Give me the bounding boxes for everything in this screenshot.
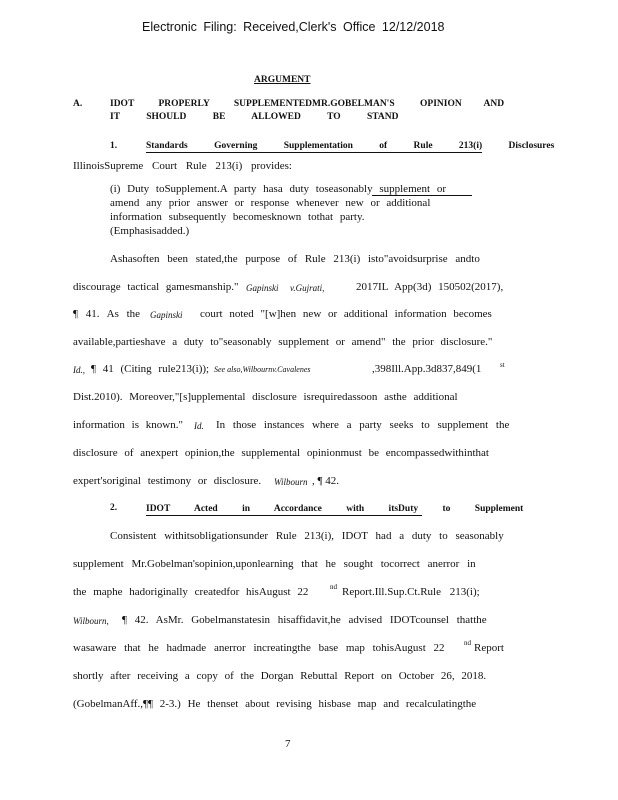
cite-gujrati: v.Gujrati, <box>290 283 325 293</box>
para2-line-7: (GobelmanAff.,¶¶ 2-3.) He thenset about revising hisbase map and recalculatingthe <box>73 698 477 710</box>
cite-wilbourn-2: Wilbourn, <box>73 616 109 626</box>
cite-id-1: Id., <box>73 365 85 375</box>
para2-line-5b: Report <box>474 642 504 654</box>
para2-line-4: ¶ 42. AsMr. Gobelmanstatesin hisaffidavit,he advised IDOTcounsel thatthe <box>122 614 487 626</box>
sub1-underline <box>146 152 482 153</box>
superscript-st: st <box>500 361 505 369</box>
para2-line-6: shortly after receiving a copy of the Dorgan Rebuttal Report on October 26, 2018. <box>73 670 487 682</box>
sub2-title: IDOT Acted in Accordance with itsDuty to Supplement <box>146 504 524 514</box>
para2-line-5: wasaware that he hadmade anerror increatingthe base map tohisAugust 22 <box>73 642 445 654</box>
sub1-title: Standards Governing Supplementation of Rule 213(i) Disclosures <box>146 141 555 151</box>
section-a-title-line2: IT SHOULD BE ALLOWED TO STAND <box>110 112 399 122</box>
para1-line-5-cite: ,398Ill.App.3d837,849(1 <box>372 363 482 375</box>
rule-intro: IllinoisSupreme Court Rule 213(i) provides: <box>73 160 292 172</box>
quote-line-2: amend any prior answer or response whenever new or additional <box>110 197 431 209</box>
argument-heading: ARGUMENT <box>254 75 311 85</box>
para2-line-3b: Report.Ill.Sup.Ct.Rule 213(i); <box>342 586 480 598</box>
quote-line-4: (Emphasisadded.) <box>110 225 190 237</box>
section-a-letter: A. <box>73 99 83 109</box>
cite-wilbourn: Wilbourn <box>274 477 308 487</box>
quote-line-3: information subsequently becomesknown tothat party. <box>110 211 365 223</box>
para2-line-3: the maphe hadoriginally createdfor hisAugust 22 <box>73 586 309 598</box>
para1-line-8: disclosure of anexpert opinion,the supplemental opinionmust be encompassedwithinthat <box>73 447 489 459</box>
superscript-nd-1: nd <box>330 583 337 591</box>
para1-line-2-cite: 2017IL App(3d) 150502(2017), <box>356 281 504 293</box>
para1-line-7b: In those instances where a party seeks to supplement the <box>216 419 510 431</box>
sub2-underline <box>146 515 422 516</box>
section-a-title-line1-right: OPINION AND <box>420 99 505 109</box>
filing-header: Electronic Filing: Received,Clerk's Office 12/12/2018 <box>142 20 445 34</box>
quote-line-1: (i) Duty toSupplement.A party hasa duty toseasonably supplement or <box>110 183 446 195</box>
sub1-number: 1. <box>110 141 118 151</box>
para1-line-6: Dist.2010). Moreover,"[s]upplemental disclosure isrequiredassoon asthe additional <box>73 391 458 403</box>
para1-line-7: information is known." <box>73 419 183 431</box>
page-number: 7 <box>285 738 291 750</box>
para2-line-1: Consistent withitsobligationsunder Rule 213(i), IDOT had a duty to seasonably <box>110 530 504 542</box>
para1-line-4: available,partieshave a duty to"seasonably supplement or amend" the prior disclosure." <box>73 336 493 348</box>
cite-gapinski: Gapinski <box>246 283 279 293</box>
section-a-title-line1: IDOT PROPERLY SUPPLEMENTEDMR.GOBELMAN'S <box>110 99 395 109</box>
para2-line-2: supplement Mr.Gobelman'sopinion,uponlearning that he sought tocorrect anerror in <box>73 558 476 570</box>
para1-line-1: Ashasoften been stated,the purpose of Rule 213(i) isto"avoidsurprise andto <box>110 253 480 265</box>
para1-line-5: ¶ 41 (Citing rule213(i)); <box>91 363 210 375</box>
superscript-nd-2: nd <box>464 639 471 647</box>
para1-line-9: expert'soriginal testimony or disclosure. <box>73 475 262 487</box>
cite-see-also: See also,Wilbournv.Cavalenes <box>214 365 311 374</box>
para1-line-9b: , ¶ 42. <box>312 475 339 487</box>
cite-gapinski-2: Gapinski <box>150 310 183 320</box>
para1-line-3: ¶ 41. As the <box>73 308 141 320</box>
para1-line-3b: court noted "[w]hen new or additional information becomes <box>200 308 492 320</box>
cite-id-2: Id. <box>194 421 204 431</box>
sub2-number: 2. <box>110 503 118 513</box>
quote-underline <box>372 195 472 196</box>
para1-line-2: discourage tactical gamesmanship." <box>73 281 239 293</box>
